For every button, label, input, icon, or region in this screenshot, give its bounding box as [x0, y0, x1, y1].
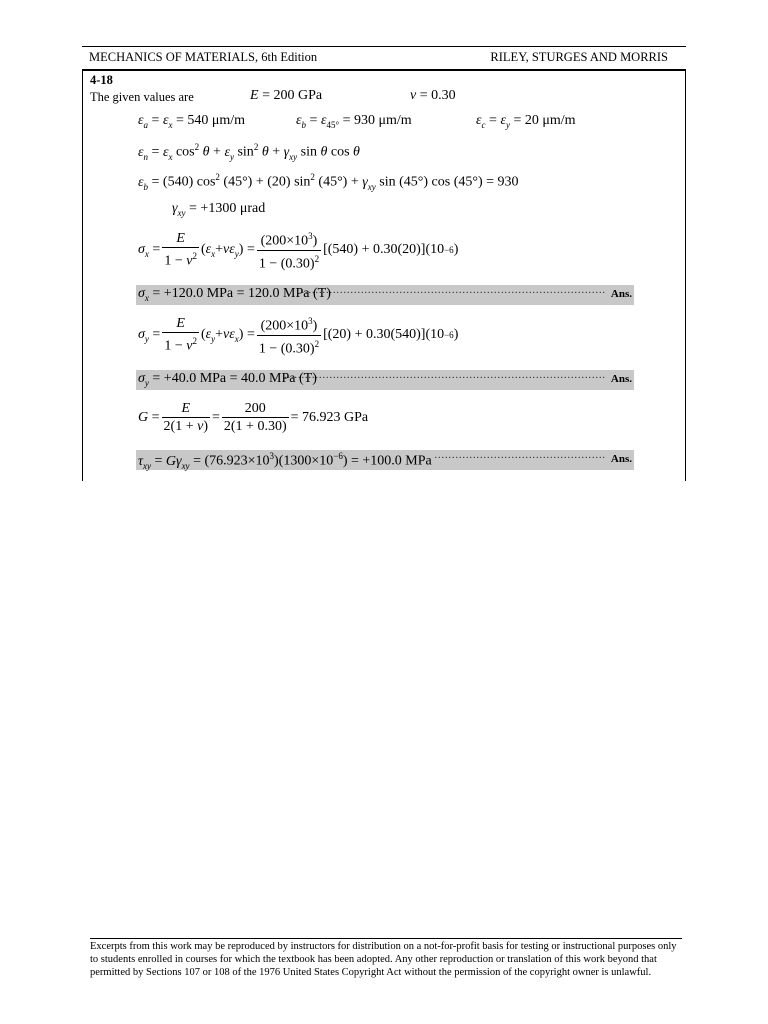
- book-authors: RILEY, STURGES AND MORRIS: [490, 50, 668, 64]
- tau-answer: $\tau_{xy} = G\gamma_{xy} = (76.923\times 10^3)(1300\times 10^{-6}) = +100.0$ MPa ................................................. Ans.: [138, 450, 632, 471]
- sigma-y-equation: $\sigma_y$ = $\frac{E}{1 - \nu^2}$ ( $\varepsilon_y$ + $\nu\varepsilon_x$ ) = $\frac{(200\times 10^3)}{1 - (0.30)^2}$ [(20) + 0.30(540)](10 −6 ): [138, 316, 459, 357]
- given-E: E = 200 GPa: [250, 88, 323, 103]
- sigma-x-equation: $\sigma_x$ = $\frac{E}{1 - \nu^2}$ ( $\varepsilon_x$ + $\nu\varepsilon_y$ ) = $\frac{(200\times 10^3)}{1 - (0.30)^2}$ [(540) + 0.30(20)](10 −6 ): [138, 231, 459, 272]
- sigma-x-answer: $\sigma_x = +120.0$ MPa = 120.0 MPa (T) ....................................................................................... Ans.: [136, 285, 634, 305]
- strain-b-substitution: $\varepsilon_b = (540)$ $\cos^2 (45^\circ) + (20)$ $\sin^2 (45^\circ) + \gamma_{xy}$ sin (45°) cos (45°) = 930: [138, 172, 519, 192]
- strain-transformation-equation: $\varepsilon_n = \varepsilon_x$ $\cos^2 \theta + \varepsilon_y$ $\sin^2 \theta + \gamma_{xy}$ sin θ cos θ: [138, 142, 360, 162]
- strain-a: $\varepsilon_a = \varepsilon_x = 540$ μm/m: [138, 113, 246, 130]
- given-values-intro: The given values are: [90, 90, 194, 104]
- copyright-notice: Excerpts from this work may be reproduced by instructors for distribution on a not-for-profit basis for testing or instructional purposes only to students enrolled in courses for which the textbook has been adopted. Any other reproduction or translation of this work beyond that permitted by Sections 107 or 108 of the 1976 United States Copyright Act without the permission of the copyright owner is unlawful.: [90, 938, 682, 979]
- book-title: MECHANICS OF MATERIALS, 6th Edition: [89, 50, 318, 64]
- sigma-y-answer: $\sigma_y = +40.0$ MPa = 40.0 MPa (T) ............................................................................................ Ans.: [136, 370, 634, 390]
- page-header: [82, 46, 686, 70]
- strain-c: $\varepsilon_c = \varepsilon_y = 20$ μm/m: [476, 113, 576, 130]
- given-nu: ν = 0.30: [410, 88, 456, 103]
- problem-number: 4-18: [90, 73, 113, 87]
- shear-modulus-equation: G = $\frac{E}{2(1 + \nu)}$ = $\frac{200}{2(1 + 0.30)}$ = 76.923 GPa: [138, 401, 369, 434]
- strain-b: $\varepsilon_b = \varepsilon_{45^\circ} = 930$ μm/m: [296, 113, 412, 130]
- shear-strain-result: $\gamma_{xy} = +1300$ μrad: [172, 201, 266, 218]
